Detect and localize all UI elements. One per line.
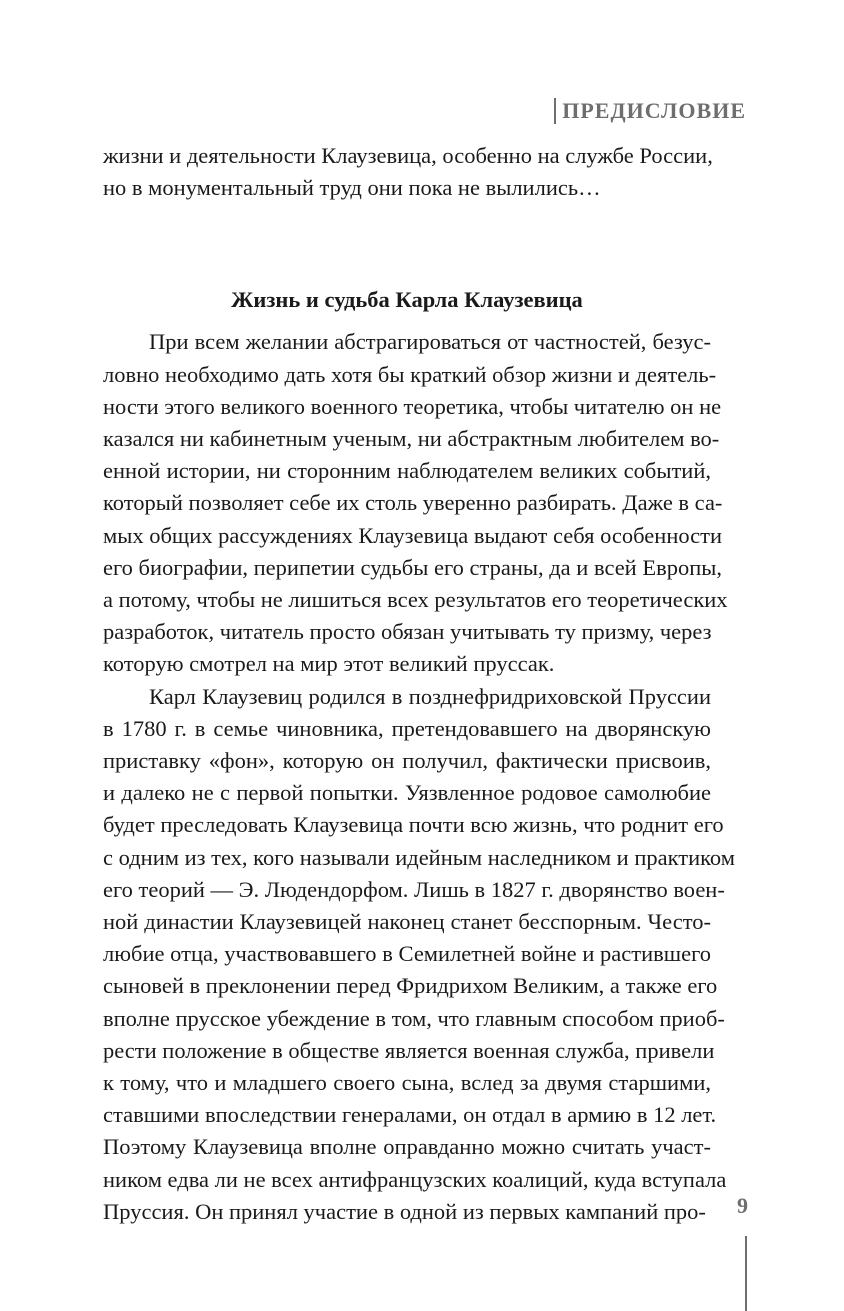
text-line: которую смотрел на мир этот великий пруссак. (103, 651, 555, 677)
header-rule (554, 98, 556, 124)
text-line: его биографии, перипетии судьбы его страны, да и всей Европы, (103, 554, 723, 580)
text-line: ловно необходимо дать хотя бы краткий обзор жизни и деятель- (103, 361, 717, 387)
running-header (554, 98, 746, 124)
text-line: Поэтому Клаузевица вполне оправданно можно считать участ- (103, 1134, 711, 1160)
text-line: ности этого великого военного теоретика, чтобы читателю он не (103, 393, 722, 419)
paragraph-1 (103, 326, 728, 680)
paragraph-2 (103, 681, 735, 1228)
text-line: его теорий — Э. Людендорфом. Лишь в 1827 г. дворянство воен- (103, 876, 725, 902)
page-body (103, 140, 735, 1228)
text-line: который позволяет себе их столь уверенно разбирать. Даже в са- (103, 490, 723, 516)
text-line: ником едва ли не всех антифранцузских коалиций, куда вступала (103, 1166, 727, 1192)
text-line: ставшими впоследствии генералами, он отдал в армию в 12 лет. (103, 1102, 717, 1128)
text-line: к тому, что и младшего своего сына, вслед за двумя старшими, (103, 1070, 711, 1096)
text-line: и далеко не с первой попытки. Уязвленное родовое самолюбие (103, 780, 711, 806)
text-line: Карл Клаузевиц родился в позднефридриховской Пруссии (149, 683, 711, 709)
page-number-rule (745, 1236, 747, 1311)
running-title: ПРЕДИСЛОВИЕ (562, 98, 746, 123)
text-line: рести положение в обществе является военная служба, привели (103, 1037, 715, 1063)
text-line: вполне прусское убеждение в том, что главным способом приоб- (103, 1005, 725, 1031)
text-line: Пруссия. Он принял участие в одной из первых кампаний про- (103, 1198, 706, 1224)
page-number: 9 (737, 1193, 748, 1218)
text-line: При всем желании абстрагироваться от частностей, безус- (149, 329, 711, 355)
text-line: в 1780 г. в семье чиновника, претендовавшего на дворянскую (103, 715, 711, 741)
text-line: ной династии Клаузевицей наконец станет бесспорным. Често- (103, 909, 711, 935)
text-line: приставку «фон», которую он получил, фактически присвоив, (103, 748, 711, 774)
text-line: енной истории, ни сторонним наблюдателем великих событий, (103, 458, 711, 484)
text-line: сыновей в преклонении перед Фридрихом Великим, а также его (103, 973, 718, 999)
text-line: казался ни кабинетным ученым, ни абстрактным любителем во- (103, 426, 720, 452)
intro-paragraph (103, 140, 711, 204)
section-title: Жизнь и судьба Карла Клаузевица (231, 287, 583, 313)
text-line: будет преследовать Клаузевица почти всю жизнь, что роднит его (103, 812, 724, 838)
text-line: а потому, чтобы не лишиться всех результатов его теоретических (103, 587, 728, 613)
text-line: с одним из тех, кого называли идейным наследником и практиком (103, 844, 735, 870)
text-line: мых общих рассуждениях Клаузевица выдают себя особенности (103, 522, 723, 548)
text-line: но в монументальный труд они пока не вылились… (103, 175, 601, 201)
text-line: жизни и деятельности Клаузевица, особенно на службе России, (103, 143, 713, 168)
text-line: любие отца, участвовавшего в Семилетней войне и растившего (103, 941, 711, 967)
text-line: разработок, читатель просто обязан учитывать ту призму, через (103, 619, 712, 645)
